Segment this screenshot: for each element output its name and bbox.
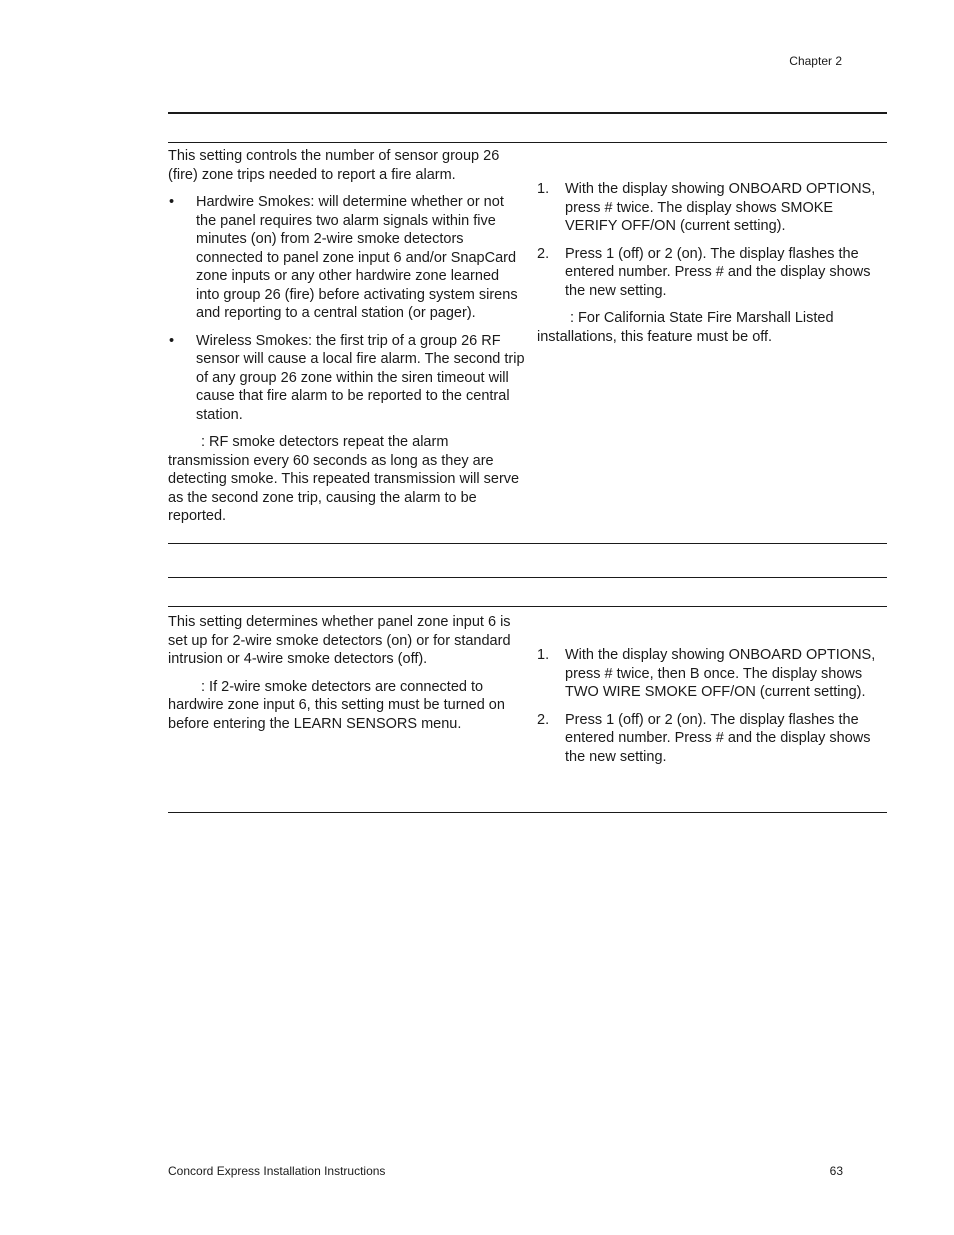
note-paragraph: : If 2-wire smoke detectors are connected to hardwire zone input 6, this setting must be turned on before entering the LEARN SENSORS menu. [168,678,505,732]
note-paragraph: : For California State Fire Marshall Listed installations, this feature must be off. [537,310,834,345]
chapter-label: Chapter 2 [789,54,842,68]
footer-page-number: 63 [829,1164,843,1178]
step-text: With the display showing ONBOARD OPTIONS, press # twice. The display shows SMOKE VERIFY OFF/ON (current setting). [565,181,876,234]
list-item [537,180,885,236]
smoke-verify-procedure [537,180,885,355]
intro-paragraph: This setting determines whether panel zone input 6 is set up for 2-wire smoke detectors (on) or for standard intrusion or 4-wire smoke detectors (off). [168,614,511,667]
section-bottom-rule [168,812,887,813]
step-number: 1. [537,647,550,663]
intro-paragraph: This setting controls the number of sensor group 26 (fire) zone trips needed to report a fire alarm. [168,148,500,183]
step-list [537,180,885,300]
section-top-rule [168,112,887,114]
list-item [537,245,885,301]
note-paragraph: : RF smoke detectors repeat the alarm transmission every 60 seconds as long as they are detecting smoke. This repeated transmission will serve as the second zone trip, causing the alarm to be reported. [168,434,520,524]
section-subheader-rule [168,142,887,143]
list-item [537,646,885,702]
step-text: Press 1 (off) or 2 (on). The display flashes the entered number. Press # and the display shows the new setting. [565,245,871,299]
footer-document-title: Concord Express Installation Instructions [168,1164,386,1178]
list-item: • Hardwire Smokes: will determine whether or not the panel requires two alarm signals within five minutes (on) from 2-wire smoke detectors connected to panel zone input 6 and/or SnapCard zone inputs or any other hardwire zone learned into group 26 (fire) before activating system sirens and reporting to a central station (or pager). [168,193,526,323]
section-subheader-rule [168,606,887,607]
step-number: 2. [537,245,550,262]
section-bottom-rule [168,543,887,544]
smoke-verify-description [168,147,526,535]
step-number: 2. [537,711,550,728]
step-text: Press 1 (off) or 2 (on). The display flashes the entered number. Press # and the display shows the new setting. [565,711,871,765]
two-wire-smoke-procedure [537,646,885,775]
list-item: • Wireless Smokes: the first trip of a group 26 RF sensor will cause a local fire alarm. The second trip of any group 26 zone within the siren timeout will cause that fire alarm to be reported to the central station. [168,332,526,425]
step-text: With the display showing ONBOARD OPTIONS, press # twice, then B once. The display shows TWO WIRE SMOKE OFF/ON (current setting). [565,647,876,700]
two-wire-smoke-description [168,613,526,742]
section-top-rule [168,577,887,578]
step-number: 1. [537,181,550,197]
list-item [537,711,885,767]
smoke-type-list [168,193,526,424]
step-list [537,646,885,766]
